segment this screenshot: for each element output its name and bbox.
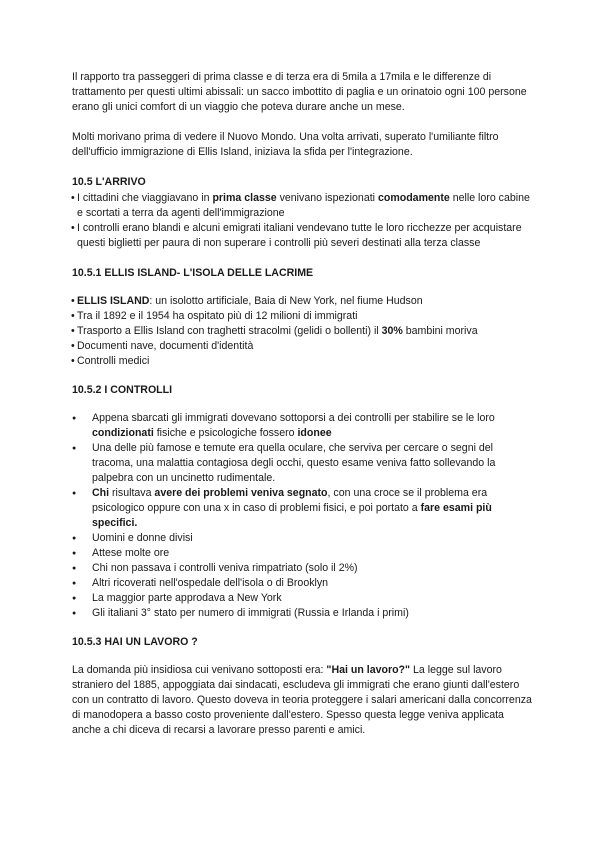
document-page xyxy=(72,70,534,738)
list-item: • ELLIS ISLAND: un isolotto artificiale, Baia di New York, nel fiume Hudson xyxy=(72,294,534,309)
section-heading-ellis-island: 10.5.1 ELLIS ISLAND- L'ISOLA DELLE LACRIME xyxy=(72,267,314,279)
arrivo-list xyxy=(72,191,534,251)
list-item: • I cittadini che viaggiavano in prima classe venivano ispezionati comodamente nelle loro cabine e scortati a terra da agenti dell'immigrazione xyxy=(72,191,534,221)
list-item: • Trasporto a Ellis Island con traghetti stracolmi (gelidi o bollenti) il 30% bambini moriva xyxy=(72,324,534,339)
section-heading-lavoro: 10.5.3 HAI UN LAVORO ? xyxy=(72,636,198,648)
section-heading-controlli: 10.5.2 I CONTROLLI xyxy=(72,384,173,396)
list-item: ● Gli italiani 3° stato per numero di immigrati (Russia e Irlanda i primi) xyxy=(72,606,534,621)
section-heading-arrivo: 10.5 L'ARRIVO xyxy=(72,176,146,188)
list-item: • Controlli medici xyxy=(72,354,534,369)
list-item: • Documenti nave, documenti d'identità xyxy=(72,339,534,354)
intro-paragraph-2: Molti morivano prima di vedere il Nuovo Mondo. Una volta arrivati, superato l'umiliante filtro dell'ufficio immigrazione di Ellis Island, iniziava la sfida per l'integrazione. xyxy=(72,131,499,158)
list-item: ● Altri ricoverati nell'ospedale dell'isola o di Brooklyn xyxy=(72,576,534,591)
list-item: ● Una delle più famose e temute era quella oculare, che serviva per cercare o segni del tracoma, una malattia contagiosa degli occhi, questo esame veniva fatto sollevando la palpebra con un uncinetto rudimentale. xyxy=(72,441,534,486)
intro-paragraph-1: Il rapporto tra passeggeri di prima classe e di terza era di 5mila a 17mila e le differenze di trattamento per questi ultimi abissali: un sacco imbottito di paglia e un orinatoio ogni 100 persone erano gli unici comfort di un viaggio che poteva durare anche un mese. xyxy=(72,71,527,113)
list-item: • I controlli erano blandi e alcuni emigrati italiani vendevano tutte le loro ricchezze per acquistare questi biglietti per paura di non superare i controlli più severi destinati alla terza classe xyxy=(72,221,534,251)
list-item: ● Uomini e donne divisi xyxy=(72,531,534,546)
list-item: ● Attese molte ore xyxy=(72,546,534,561)
ellis-list xyxy=(72,294,534,369)
list-item: ● Chi non passava i controlli veniva rimpatriato (solo il 2%) xyxy=(72,561,534,576)
lavoro-paragraph: La domanda più insidiosa cui venivano sottoposti era: "Hai un lavoro?" La legge sul lavoro straniero del 1885, appoggiata dai sindacati, escludeva gli immigrati che erano giunti dall'estero con un contratto di lavoro. Questo doveva in teoria proteggere i salari americani dalla concorrenza di manodopera a basso costo proveniente dall'estero. Spesso questa legge veniva applicata anche a chi diceva di recarsi a lavorare presso parenti e amici. xyxy=(72,664,532,736)
controlli-list xyxy=(72,411,534,621)
list-item: ● Appena sbarcati gli immigrati dovevano sottoporsi a dei controlli per stabilire se le loro condizionati fisiche e psicologiche fossero idonee xyxy=(72,411,534,441)
list-item: ● Chi risultava avere dei problemi veniva segnato, con una croce se il problema era psicologico oppure con una x in caso di problemi fisici, e poi portato a fare esami più specifici. xyxy=(72,486,534,531)
list-item: ● La maggior parte approdava a New York xyxy=(72,591,534,606)
list-item: • Tra il 1892 e il 1954 ha ospitato più di 12 milioni di immigrati xyxy=(72,309,534,324)
